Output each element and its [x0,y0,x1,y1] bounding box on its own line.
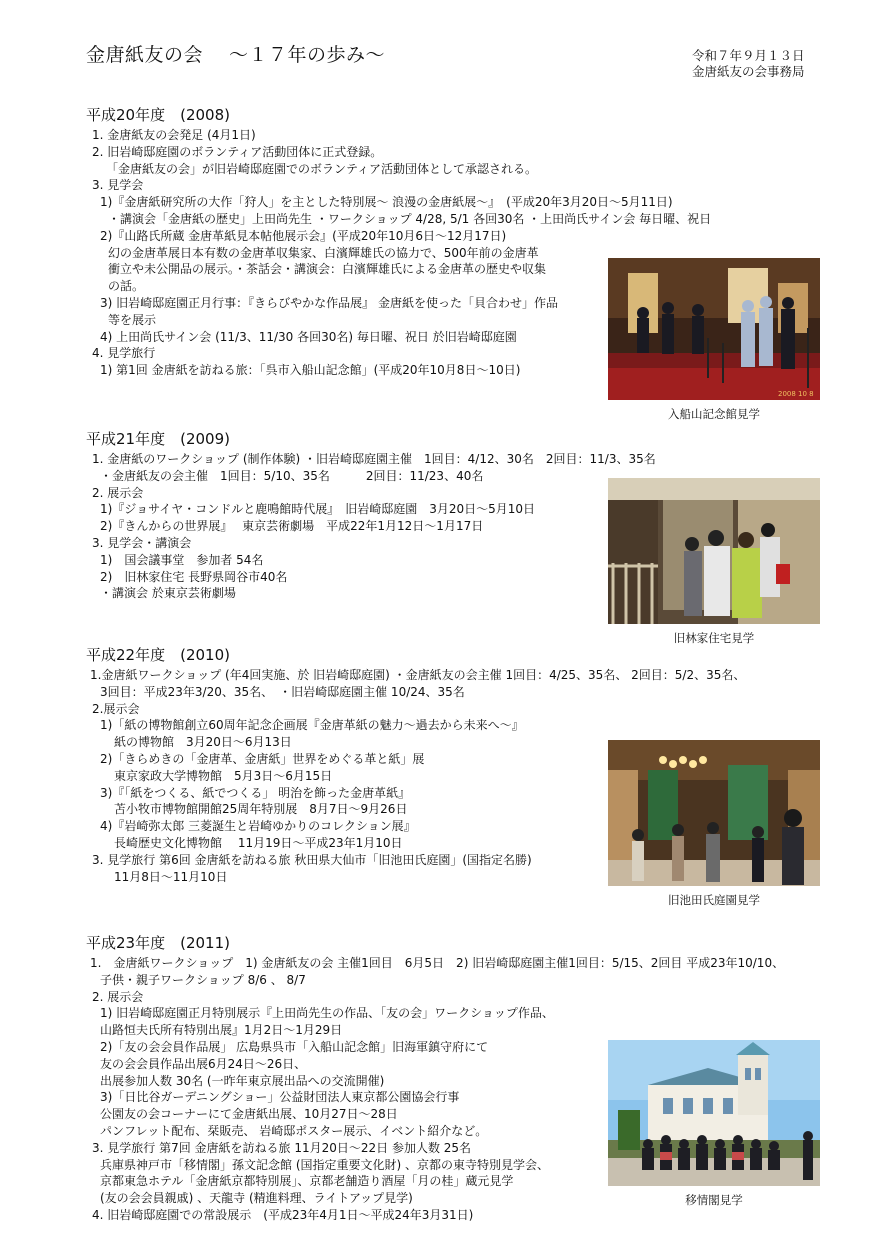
section-line: の話。 [108,279,145,294]
section-line: 2. 旧岩崎邸庭園のボランティア活動団体に正式登録。 [92,144,383,159]
section-line: 3. 見学会 [92,178,144,193]
section-line: 4. 見学旅行 [92,346,156,361]
section-line: 紙の博物館 3月20日～6月13日 [114,735,292,750]
section-line: 1. 金唐紙のワークショップ (制作体験) ・旧岩崎邸庭園主催 1回目：4/12、30名 2回目：11/3、35名 [92,452,656,466]
photo-caption: 移情閣見学 [685,1193,743,1207]
section-line: 11月8日～11月10日 [114,869,228,884]
section-line: 1)『ジョサイヤ・コンドルと鹿鳴館時代展』 旧岩崎邸庭園 3月20日～5月10日 [100,502,536,517]
section-title: 平成23年度 (2011) [86,934,230,952]
section-line: 1)「紙の博物館創立60周年記念企画展『金唐革紙の魅力～過去から未来へ～』 [100,718,524,733]
document-organization: 金唐紙友の会事務局 [692,64,805,79]
section-line: 3)『「紙をつくる、紙でつくる」 明治を飾った金唐革紙』 [100,785,411,800]
photo-hayashi-house-image [608,478,820,624]
document-meta [692,48,805,80]
photo-date-stamp: 2008 10 8 [778,390,814,398]
page-title: 金唐紙友の会 ～１７年の歩み～ [86,44,386,66]
photo-caption: 旧林家住宅見学 [673,631,755,645]
section-line: 3) 旧岩崎邸庭園正月行事：『きらびやかな作品展』 金唐紙を使った「貝合わせ」作品 [100,295,558,310]
photo-ikeda-garden-image [608,740,820,886]
section-2009 [86,428,656,602]
section-line: 1)『金唐紙研究所の大作「狩人」を主とした特別展～ 浪漫の金唐紙展～』 (平成20年3月20日～5月11日) [100,195,673,210]
section-line: パンフレット配布、栞販売、 岩崎邸ポスター展示、イベント紹介など。 [100,1123,488,1138]
photo-hayashi-house [608,478,820,624]
section-line: 2)『山路氏所蔵 金唐革紙見本帖他展示会』(平成20年10月6日～12月17日) [100,228,507,243]
section-line: 「金唐紙友の会」が旧岩崎邸庭園でのボランティア活動団体として承認される。 [100,161,538,176]
section-line: 子供・親子ワークショップ 8/6 、 8/7 [100,972,306,987]
section-line: 2)「友の会会員作品展」 広島県呉市「入船山記念館」旧海軍鎮守府にて [100,1039,489,1054]
section-line: 2) 旧林家住宅 長野県岡谷市40名 [100,569,288,584]
photo-ikeda-garden [608,740,820,886]
document-date: 令和７年９月１３日 [692,48,805,63]
section-line: 4. 旧岩崎邸庭園での常設展示 (平成23年4月1日～平成24年3月31日) [92,1207,474,1222]
section-line: 京都東急ホテル「金唐紙京都特別展」、京都老舗造り酒屋「月の桂」蔵元見学 [100,1174,514,1189]
section-line: 東京家政大学博物館 5月3日～6月15日 [114,768,333,783]
section-line: 衝立や未公開品の展示。・茶話会・講演会：白濱輝雄氏による金唐革の歴史や収集 [108,262,547,277]
photo-ijokaku-image [608,1040,820,1186]
section-line: 兵庫県神戸市「移情閣」孫文記念館 (国指定重要文化財) 、京都の東寺特別見学会、 [100,1157,549,1172]
section-line: 公園友の会コーナーにて金唐紙出展、10月27日～28日 [100,1107,398,1122]
photo-irifuneyama [608,258,820,400]
section-line: 長崎歴史文化博物館 11月19日～平成23年1月10日 [114,835,403,850]
section-line: 出展参加人数 30名 (一昨年東京展出品への交流開催) [100,1073,385,1088]
section-line: 友の会会員作品出展6月24日～26日、 [100,1056,307,1071]
photo-ijokaku [608,1040,820,1186]
section-2008 [86,104,712,379]
section-line: 山路恒夫氏所有特別出展』1月2日～1月29日 [100,1023,343,1038]
photo-caption: 入船山記念館見学 [668,407,760,421]
section-line: 2)「きらめきの「金唐革、金唐紙」世界をめぐる革と紙」展 [100,751,425,766]
section-line: 3)「日比谷ガーデニングショー」公益財団法人東京都公園協会行事 [100,1090,460,1105]
section-line: 1.金唐紙ワークショップ (年4回実施、於 旧岩崎邸庭園) ・金唐紙友の会主催 1回目：4/25、35名、 2回目：5/2、35名、 [90,668,746,682]
section-line: 1. 金唐紙友の会発足 (4月1日) [92,128,256,142]
section-line: ・金唐紙友の会主催 1回目：5/10、35名 2回目：11/23、40名 [100,468,484,483]
section-line: ・講演会「金唐紙の歴史」上田尚先生 ・ワークショップ 4/28, 5/1 各回30名 ・上田尚氏サイン会 毎日曜、祝日 [108,211,712,226]
section-line: 1. 金唐紙ワークショップ 1) 金唐紙友の会 主催1回目 6月5日 2) 旧岩崎邸庭園主催1回目：5/15、2回目 平成23年10/10、 [90,956,785,970]
section-line: (友の会会員親戚) 、天龍寺 (精進料理、ライトアップ見学) [100,1191,413,1206]
section-line: 2. 展示会 [92,485,144,500]
photo-caption: 旧池田氏庭園見学 [668,893,760,907]
section-line: ・講演会 於東京芸術劇場 [100,586,236,601]
section-line: 2. 展示会 [92,989,144,1004]
section-2010 [86,644,746,885]
section-line: 1) 国会議事堂 参加者 54名 [100,552,264,567]
section-title: 平成20年度 (2008) [86,106,230,124]
section-line: 4)『岩崎弥太郎 三菱誕生と岩崎ゆかりのコレクション展』 [100,819,416,834]
section-line: 4) 上田尚氏サイン会 (11/3、11/30 各回30名) 毎日曜、祝日 於旧岩崎邸庭園 [100,329,517,344]
photo-irifuneyama-image [608,258,820,400]
section-line: 2.展示会 [92,701,140,716]
section-line: 幻の金唐革展日本有数の金唐革収集家、白濱輝雄氏の協力で、500年前の金唐革 [108,245,539,260]
section-line: 3. 見学会・講演会 [92,535,192,550]
section-line: 1) 第1回 金唐紙を訪ねる旅：「呉市入船山記念館」(平成20年10月8日～10日) [100,363,521,378]
section-line: 2)『きんからの世界展』 東京芸術劇場 平成22年1月12日～1月17日 [100,519,484,534]
section-title: 平成22年度 (2010) [86,646,230,664]
section-line: 3. 見学旅行 第6回 金唐紙を訪ねる旅 秋田県大仙市「旧池田氏庭園」(国指定名勝) [92,852,532,867]
section-line: 等を展示 [108,312,157,327]
section-line: 1) 旧岩崎邸庭園正月特別展示『上田尚先生の作品、「友の会」ワークショップ作品、 [100,1006,554,1021]
section-title: 平成21年度 (2009) [86,430,230,448]
section-line: 3回目：平成23年3/20、35名、 ・旧岩崎邸庭園主催 10/24、35名 [100,684,465,699]
section-line: 苫小牧市博物館開館25周年特別展 8月7日～9月26日 [114,802,408,817]
section-line: 3. 見学旅行 第7回 金唐紙を訪ねる旅 11月20日～22日 参加人数 25名 [92,1140,472,1155]
